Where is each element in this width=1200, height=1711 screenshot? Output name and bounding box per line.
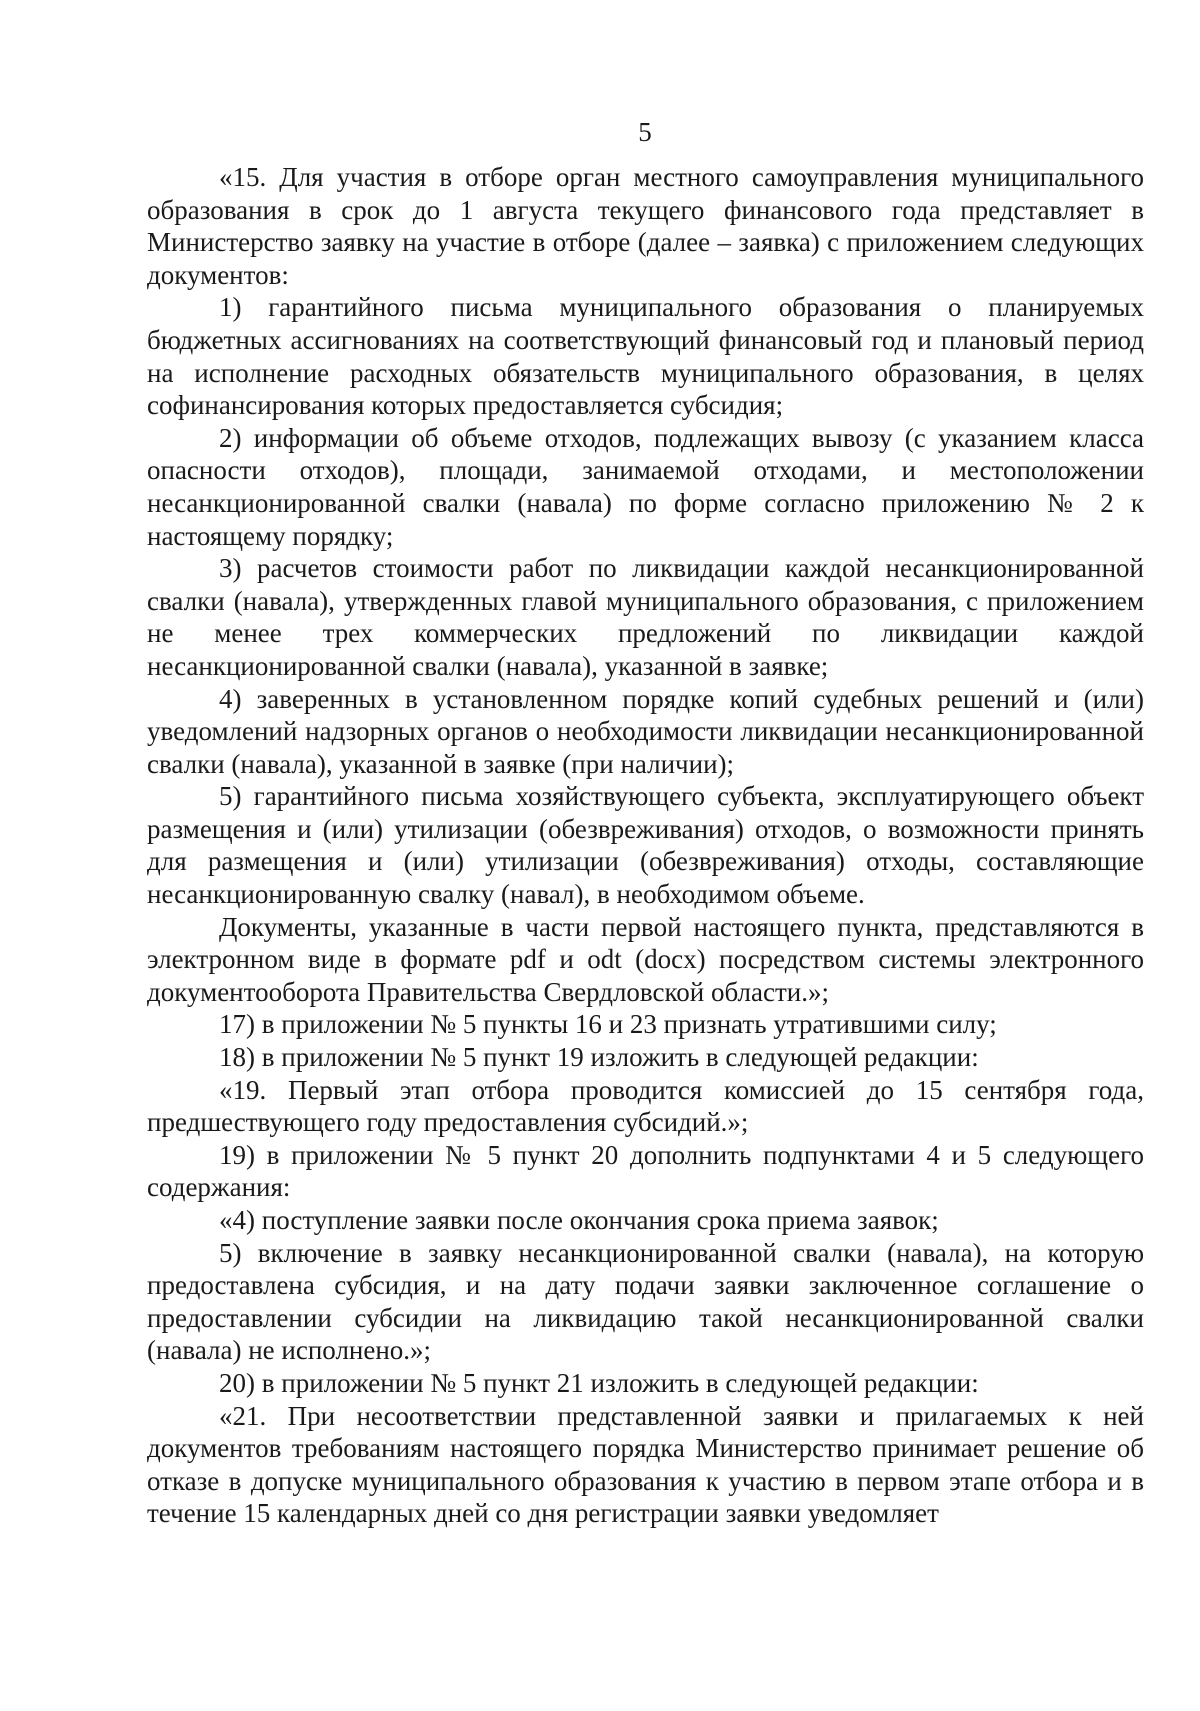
paragraph-documents: Документы, указанные в части первой настоящего пункта, представляются в электронном виде в формате pdf и odt (docx) посредством системы электронного документооборота Правительства Свердловской области.»;: [147, 911, 1144, 1007]
paragraph-19: 19) в приложении № 5 пункт 20 дополнить подпунктами 4 и 5 следующего содержания:: [147, 1139, 1144, 1203]
paragraph-20: 20) в приложении № 5 пункт 21 изложить в следующей редакции:: [219, 1367, 979, 1398]
paragraph-item-1: 1) гарантийного письма муниципального образования о планируемых бюджетных ассигнованиях на соответствующий финансовый год и плановый период на исполнение расходных обязательств муниципального образования, в целях софинансирования которых предоставляется субсидия;: [147, 292, 1144, 421]
paragraph-sub-4: «4) поступление заявки после окончания срока приема заявок;: [219, 1205, 939, 1235]
page-number: 5: [638, 117, 652, 147]
paragraph-item-2: 2) информации об объеме отходов, подлежащих вывозу (с указанием класса опасности отходов), площади, занимаемой отходами, и местоположении несанкционированной свалки (навала) по форме согласно приложению № 2 к настоящему порядку;: [147, 422, 1144, 551]
paragraph-19-text: «19. Первый этап отбора проводится комиссией до 15 сентября года, предшествующего году предоставления субсидий.»;: [147, 1074, 1144, 1138]
document-body: [147, 161, 1144, 1530]
paragraph-15: «15. Для участия в отборе орган местного самоуправления муниципального образования в срок до 1 августа текущего финансового года представляет в Министерство заявку на участие в отборе (далее – заявка) с приложением следующих документов:: [147, 162, 1144, 290]
paragraph-18: 18) в приложении № 5 пункт 19 изложить в следующей редакции:: [219, 1042, 979, 1073]
paragraph-item-4: 4) заверенных в установленном порядке копий судебных решений и (или) уведомлений надзорных органов о необходимости ликвидации несанкционированной свалки (навала), указанной в заявке (при наличии);: [147, 683, 1144, 779]
paragraph-item-5: 5) гарантийного письма хозяйствующего субъекта, эксплуатирующего объект размещения и (или) утилизации (обезвреживания) отходов, о возможности принять для размещения и (или) утилизации (обезвреживания) отходы, составляющие несанкционированную свалку (навал), в необходимом объеме.: [147, 781, 1144, 910]
paragraph-21-text: «21. При несоответствии представленной заявки и прилагаемых к ней документов требованиям настоящего порядка Министерство принимает решение об отказе в допуске муниципального образования к участию в первом этапе отбора и в течение 15 календарных дней со дня регистрации заявки уведомляет: [147, 1400, 1144, 1529]
paragraph-17: 17) в приложении № 5 пункты 16 и 23 признать утратившими силу;: [219, 1009, 997, 1040]
paragraph-item-3: 3) расчетов стоимости работ по ликвидации каждой несанкционированной свалки (навала), утвержденных главой муниципального образования, с приложением не менее трех коммерческих предложений по ликвидации каждой несанкционированной свалки (навала), указанной в заявке;: [147, 553, 1144, 681]
paragraph-sub-5: 5) включение в заявку несанкционированной свалки (навала), на которую предоставлена субсидия, и на дату подачи заявки заключенное соглашение о предоставлении субсидии на ликвидацию такой несанкционированной свалки (навала) не исполнено.»;: [147, 1237, 1144, 1366]
